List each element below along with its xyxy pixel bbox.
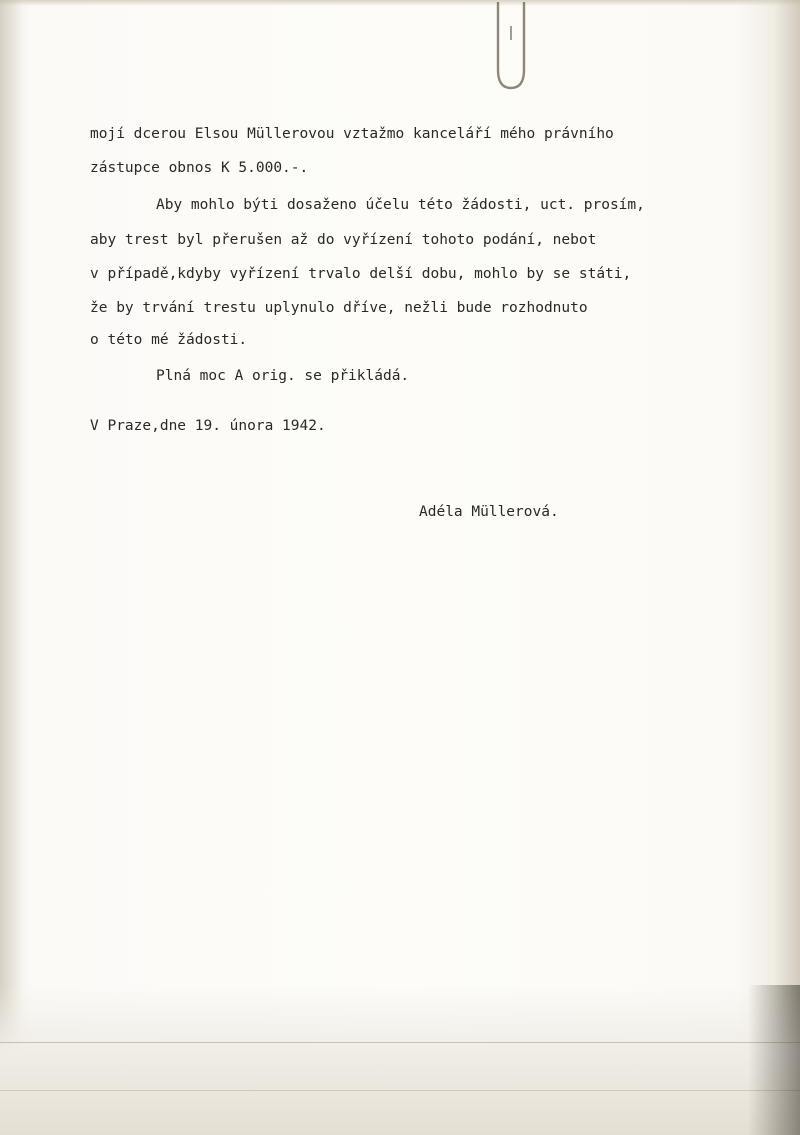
paperclip-mark xyxy=(494,0,528,92)
body-line: zástupce obnos K 5.000.-. xyxy=(90,160,309,176)
body-line: že by trvání trestu uplynulo dříve, nežli bude rozhodnuto xyxy=(90,300,588,316)
body-line: Aby mohlo býti dosaženo účelu této žádosti, uct. prosím, xyxy=(156,197,645,213)
body-line: Plná moc A orig. se přikládá. xyxy=(156,368,410,384)
body-line: o této mé žádosti. xyxy=(90,332,248,348)
paper-bottom-fold xyxy=(0,985,800,1135)
paper-corner-shadow xyxy=(748,985,800,1135)
document-body xyxy=(0,0,645,520)
fold-line xyxy=(0,1042,800,1043)
paper-right-shadow xyxy=(774,0,800,1135)
fold-line xyxy=(0,1090,800,1091)
signature: Adéla Müllerová. xyxy=(419,504,559,520)
body-line: mojí dcerou Elsou Müllerovou vztažmo kanceláří mého právního xyxy=(90,126,614,142)
date-line: V Praze,dne 19. února 1942. xyxy=(90,418,326,434)
body-line: v případě,kdyby vyřízení trvalo delší dobu, mohlo by se státi, xyxy=(90,266,632,282)
paper-top-edge xyxy=(0,0,800,6)
body-line: aby trest byl přerušen až do vyřízení tohoto podání, nebot xyxy=(90,232,597,248)
